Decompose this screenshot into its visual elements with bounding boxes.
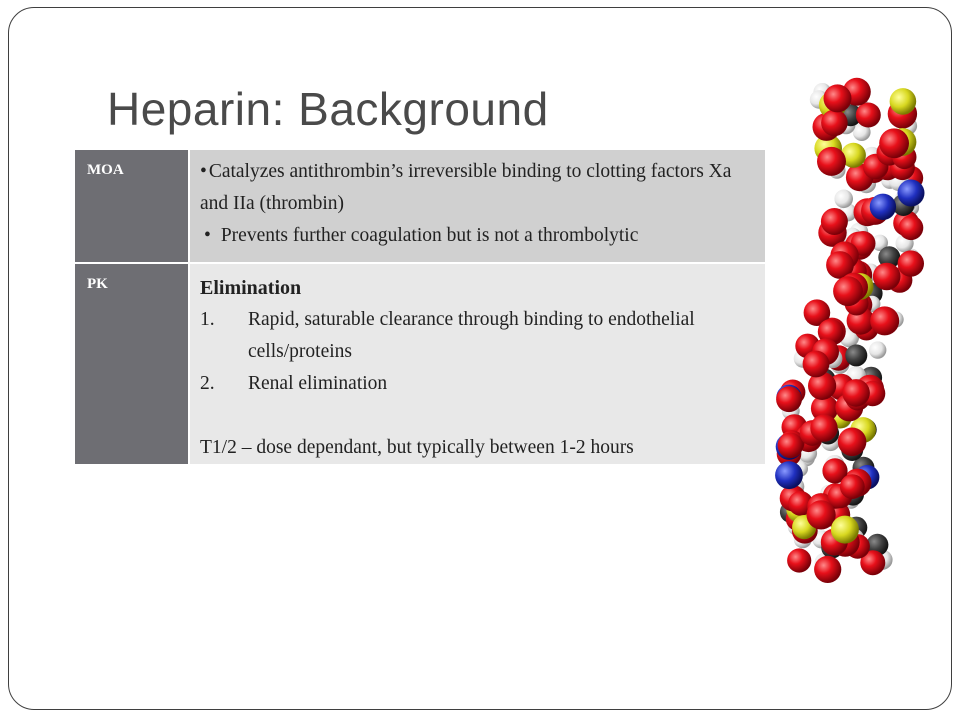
pk-item-2 [200, 368, 755, 400]
atom-sphere [890, 88, 917, 115]
atom-sphere [856, 103, 881, 128]
atom-sphere [869, 341, 886, 358]
atom-sphere [803, 351, 830, 378]
atom-sphere [838, 428, 867, 457]
slide-title: Heparin: Background [107, 83, 549, 135]
atom-sphere [845, 344, 867, 366]
bullet-icon: • [204, 225, 211, 246]
heparin-molecule-icon [775, 75, 925, 585]
atom-sphere [831, 516, 859, 544]
table-row-pk [75, 263, 765, 464]
atom-sphere [824, 84, 852, 112]
moa-bullet-1 [200, 156, 755, 220]
atom-sphere [842, 379, 870, 407]
atom-sphere [834, 190, 853, 209]
bullet-icon: • [200, 161, 207, 182]
moa-bullet-2-text: Prevents further coagulation but is not a thrombolytic [220, 225, 639, 246]
pk-half-life-note: T1/2 – dose dependant, but typically between 1-2 hours [200, 437, 634, 458]
atom-sphere [870, 194, 896, 220]
atom-sphere [833, 276, 863, 306]
atom-sphere [810, 414, 837, 441]
atom-sphere [879, 128, 909, 158]
atom-sphere [899, 216, 924, 241]
atom-sphere [775, 461, 803, 489]
pk-item-1 [200, 304, 755, 368]
pk-item-2-number: 2. [200, 373, 215, 394]
atom-sphere [776, 386, 802, 412]
info-table [75, 150, 765, 464]
atom-sphere [870, 306, 899, 335]
atom-sphere [787, 548, 811, 572]
pk-item-1-text: Rapid, saturable clearance through binding to endothelial cells/proteins [248, 309, 695, 362]
atom-sphere [817, 147, 846, 176]
moa-bullet-2 [200, 220, 755, 252]
atom-sphere [807, 500, 836, 529]
atom-sphere [840, 474, 865, 499]
row-label-pk: PK [75, 263, 189, 464]
pk-item-2-text: Renal elimination [248, 373, 388, 394]
atom-sphere [821, 110, 848, 137]
pk-heading: Elimination [200, 277, 302, 299]
atom-sphere [898, 250, 924, 276]
moa-content [189, 150, 765, 263]
atom-sphere [778, 433, 804, 459]
atom-sphere [821, 208, 848, 235]
pk-content [189, 263, 765, 464]
atom-sphere [873, 263, 901, 291]
atom-sphere [898, 180, 925, 207]
atom-sphere [814, 556, 841, 583]
row-label-moa: MOA [75, 150, 189, 263]
moa-bullet-1-text: Catalyzes antithrombin’s irreversible binding to clotting factors Xa and IIa (thrombin) [200, 161, 732, 214]
pk-item-1-number: 1. [200, 309, 215, 330]
table-row-moa [75, 150, 765, 263]
spacer [200, 400, 755, 432]
